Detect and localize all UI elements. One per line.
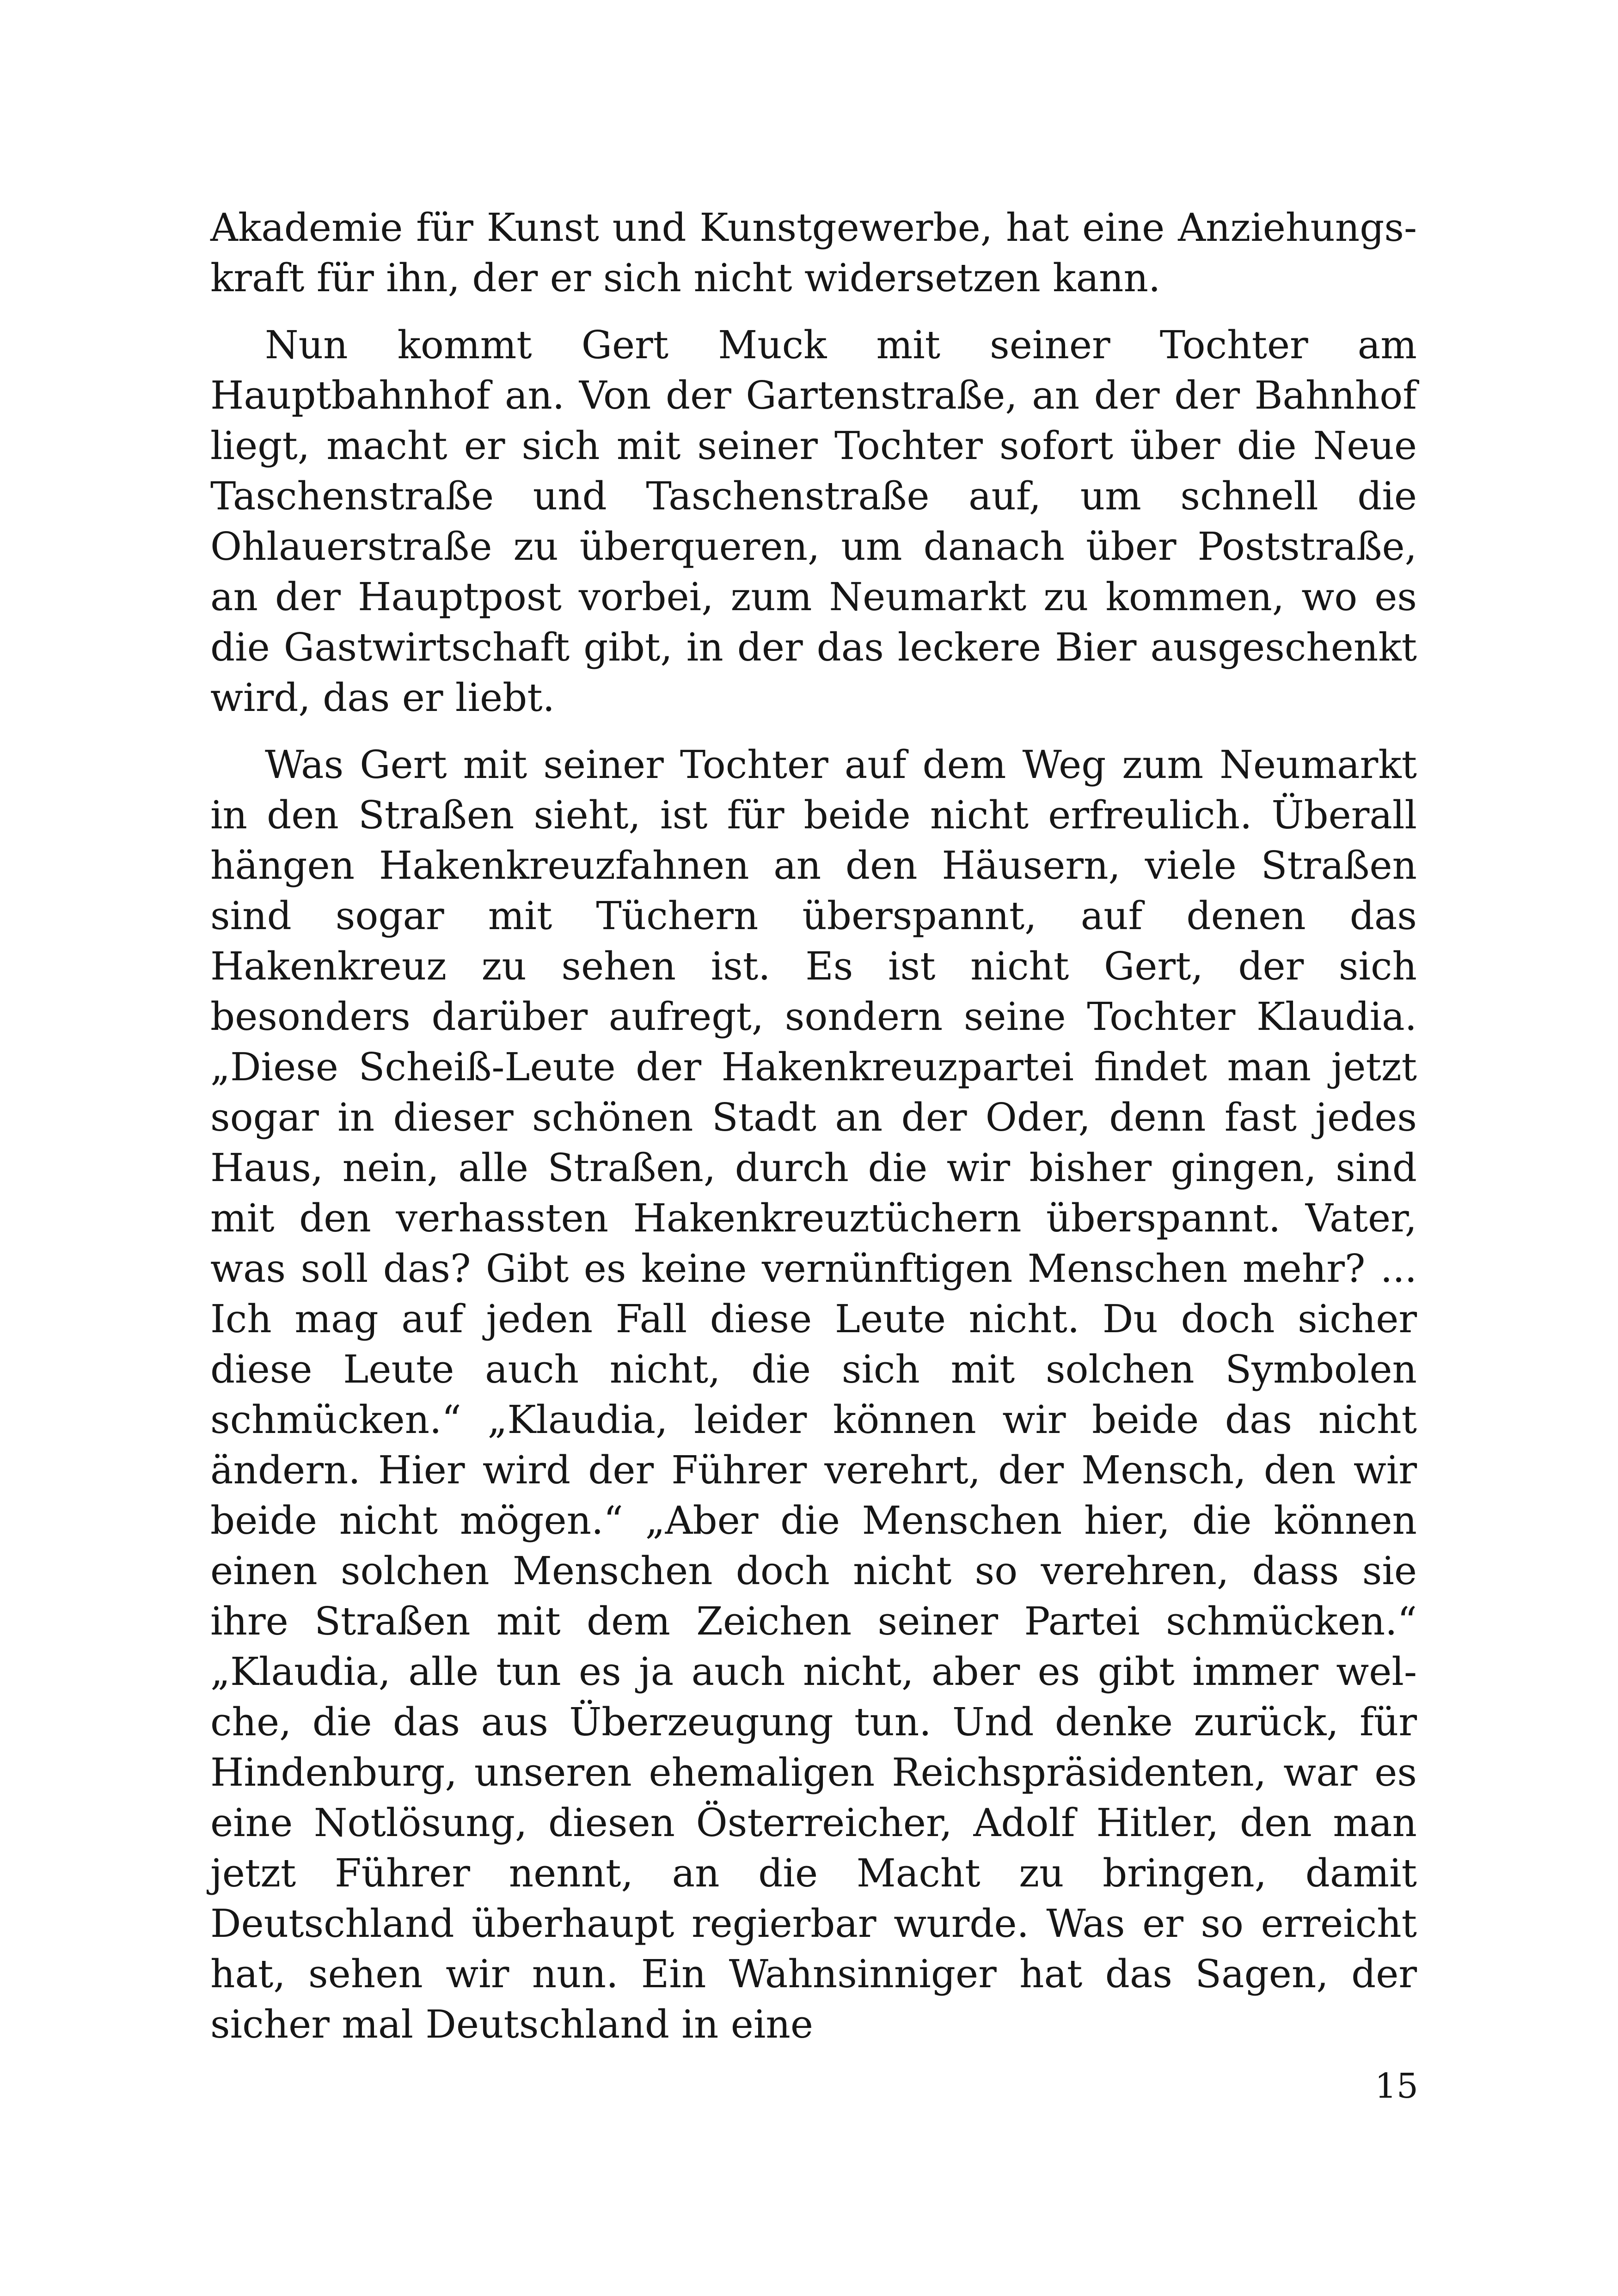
paragraph-1: Akademie für Kunst und Kunstgewerbe, hat eine Anziehungskraft für ihn, der er sich nicht widersetzen kann. [210,205,1417,300]
body-text [210,202,1417,2050]
page-number: 15 [1374,2066,1418,2106]
paragraph-3: Was Gert mit seiner Tochter auf dem Weg zum Neumarkt in den Straßen sieht, ist für beide nicht erfreulich. Überall hängen Hakenkreuzfahnen an den Häusern, viele Straßen sind sogar mit Tüchern überspannt, auf denen das Hakenkreuz zu sehen ist. Es ist nicht Gert, der sich besonders darüber aufregt, sondern seine Tochter Klaudia. „Diese Scheiß-Leute der Hakenkreuzpartei findet man jetzt sogar in dieser schönen Stadt an der Oder, denn fast jedes Haus, nein, alle Straßen, durch die wir bisher gingen, sind mit den verhassten Hakenkreuztüchern überspannt. Vater, was soll das? Gibt es keine vernünftigen Menschen mehr? ... Ich mag auf jeden Fall diese Leute nicht. Du doch sicher diese Leute auch nicht, die sich mit solchen Symbolen schmücken.“ „Klaudia, leider können wir beide das nicht ändern. Hier wird der Führer verehrt, der Mensch, den wir beide nicht mögen.“ „Aber die Menschen hier, die können einen solchen Menschen doch nicht so verehren, dass sie ihre Straßen mit dem Zeichen seiner Partei schmücken.“ „Klaudia, alle tun es ja auch nicht, aber es gibt immer welche, die das aus Überzeugung tun. Und denke zurück, für Hindenburg, unseren ehemaligen Reichspräsidenten, war es eine Notlösung, diesen Österreicher, Adolf Hitler, den man jetzt Führer nennt, an die Macht zu bringen, damit Deutschland überhaupt regierbar wurde. Was er so erreicht hat, sehen wir nun. Ein Wahnsinniger hat das Sagen, der sicher mal Deutschland in eine [210,742,1417,2047]
paragraph-2: Nun kommt Gert Muck mit seiner Tochter am Hauptbahnhof an. Von der Gartenstraße, an der der Bahnhof liegt, macht er sich mit seiner Tochter sofort über die Neue Taschenstraße und Taschenstraße auf, um schnell die Ohlauerstraße zu überqueren, um danach über Poststraße, an der Hauptpost vorbei, zum Neumarkt zu kommen, wo es die Gastwirtschaft gibt, in der das leckere Bier ausgeschenkt wird, das er liebt. [210,323,1417,720]
